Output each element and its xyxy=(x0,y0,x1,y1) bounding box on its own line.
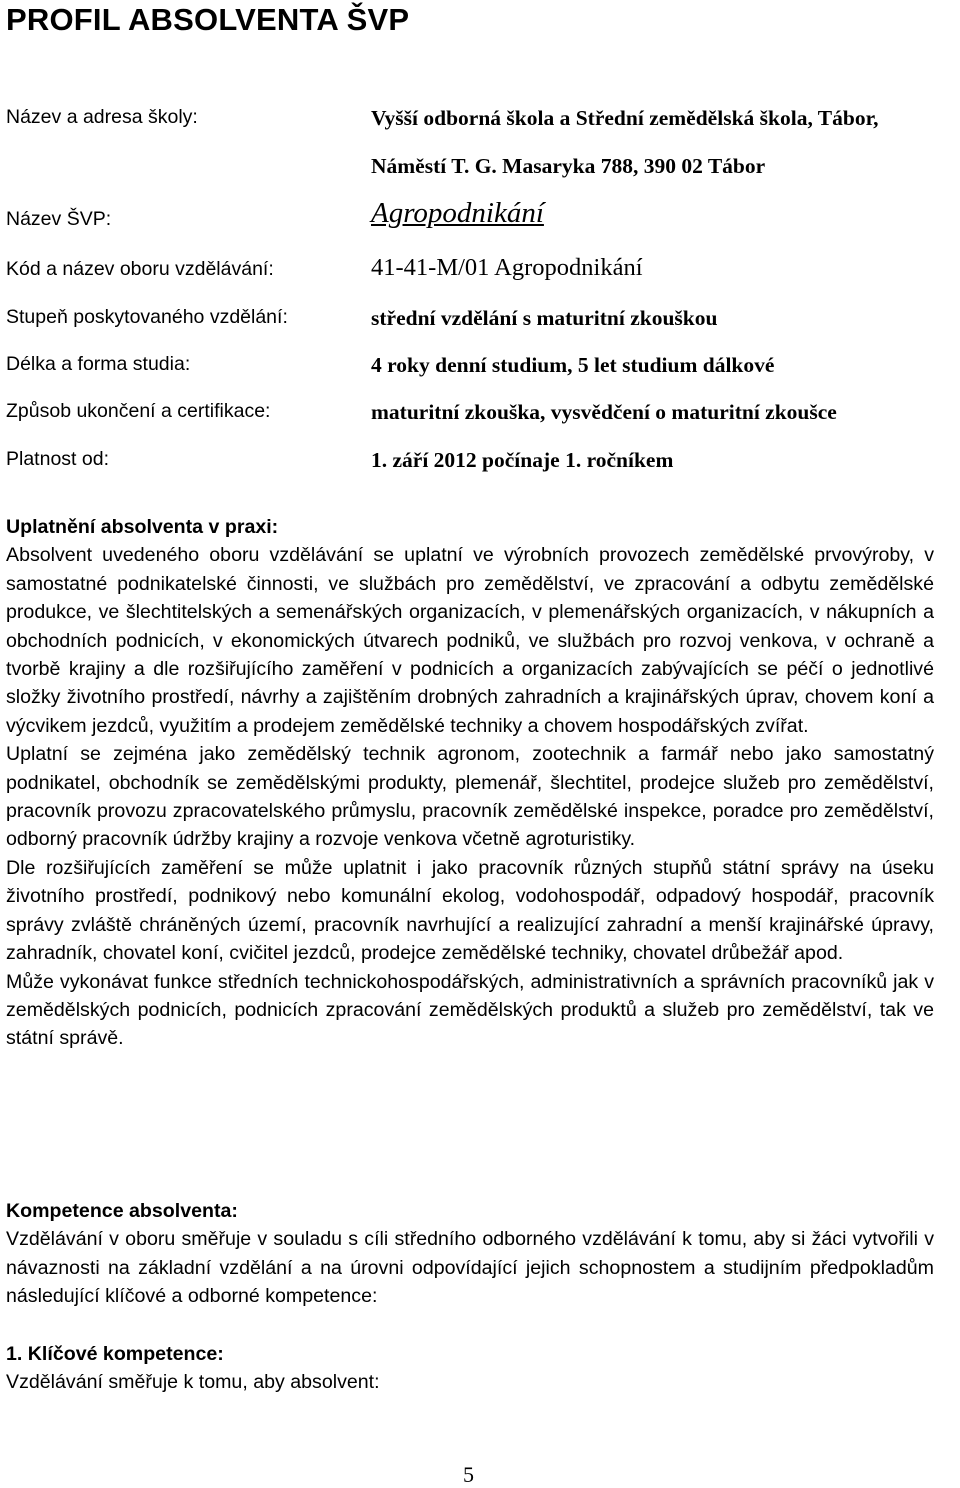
uplatneni-paragraph-3: Dle rozšiřujících zaměření se může uplatnit i jako pracovník různých stupňů státní správy na úseku životního prostředí, podnikový nebo komunální ekolog, vodohospodář, odpadový hospodář, pracovník správy zvláště chráněných území, pracovník navrhující a realizující zahradní a menší krajinářské úpravy, zahradník, chovatel koní, cvičitel jezdců, prodejce zemědělské techniky, chovatel drůbežář apod. xyxy=(6,856,934,965)
uplatneni-heading: Uplatnění absolventa v praxi: xyxy=(6,516,279,538)
school-value-line1: Vyšší odborná škola a Střední zemědělská škola, Tábor, xyxy=(371,106,879,130)
svp-value: Agropodnikání xyxy=(371,197,544,229)
uplatneni-section xyxy=(6,513,934,1053)
page-number: 5 xyxy=(463,1462,474,1487)
klicove-text: Vzdělávání směřuje k tomu, aby absolvent: xyxy=(6,1371,380,1394)
kompetence-text: Vzdělávání v oboru směřuje v souladu s cíli středního odborného vzdělávání k tomu, aby si žáci vytvořili v návaznosti na základní vzdělání a na úrovni odpovídající jejich schopnostem a studijním předpokladům následující klíčové a odborné kompetence: xyxy=(6,1228,934,1308)
uplatneni-paragraph-2: Uplatní se zejména jako zemědělský technik agronom, zootechnik a farmář nebo jako samostatný podnikatel, obchodník se zemědělskými produkty, plemenář, šlechtitel, prodejce služeb pro zemědělství, pracovník provozu zpracovatelského průmyslu, pracovník zemědělské inspekce, poradce pro zemědělství, odborný pracovník údržby krajiny a rozvoje venkova včetně agroturistiky. xyxy=(6,743,934,851)
kompetence-section xyxy=(6,1197,934,1311)
klicove-section xyxy=(6,1340,934,1397)
kompetence-heading: Kompetence absolventa: xyxy=(6,1200,238,1222)
field-code-label: Kód a název oboru vzdělávání: xyxy=(6,258,274,280)
uplatneni-paragraph-4: Může vykonávat funkce středních technickohospodářských, administrativních a správních pracovníků jak v zemědělských podnicích, podnicích zpracování zemědělských produktů a služeb pro zemědělství, tak ve státní správě. xyxy=(6,970,934,1050)
svp-label: Název ŠVP: xyxy=(6,208,112,230)
uplatneni-paragraph-1: Absolvent uvedeného oboru vzdělávání se uplatní ve výrobních provozech zemědělské prvovýroby, v samostatné podnikatelské činnosti, ve službách pro zemědělství, ve zpracování a odbytu zemědělské produkce, ve šlechtitelských a semenářských organizacích, v plemenářských organizacích, v nákupních a obchodních podnicích, v ekonomických útvarech podniků, ve službách pro rozvoj venkova, v ochraně a tvorbě krajiny a dle rozšiřujícího zaměření v podnicích a organizacích zabývajících se péčí o jednotlivé složky životního prostředí, návrhy a zajištěním drobných zahradních a krajinářských úprav, chovem koní a výcvikem jezdců, využitím a prodejem zemědělské techniky a chovem hospodářských zvířat. xyxy=(6,544,934,737)
page-title: PROFIL ABSOLVENTA ŠVP xyxy=(6,2,410,37)
klicove-heading: 1. Klíčové kompetence: xyxy=(6,1343,224,1365)
length-label: Délka a forma studia: xyxy=(6,353,191,375)
validity-label: Platnost od: xyxy=(6,448,109,470)
validity-value: 1. září 2012 počínaje 1. ročníkem xyxy=(371,448,674,472)
school-label: Název a adresa školy: xyxy=(6,106,198,128)
completion-value: maturitní zkouška, vysvědčení o maturitní zkoušce xyxy=(371,400,837,424)
level-value: střední vzdělání s maturitní zkouškou xyxy=(371,306,718,330)
field-code-value: 41-41-M/01 Agropodnikání xyxy=(371,254,643,281)
school-value-line2: Náměstí T. G. Masaryka 788, 390 02 Tábor xyxy=(371,154,766,178)
completion-label: Způsob ukončení a certifikace: xyxy=(6,400,271,422)
length-value: 4 roky denní studium, 5 let studium dálkové xyxy=(371,353,775,377)
level-label: Stupeň poskytovaného vzdělání: xyxy=(6,306,288,328)
